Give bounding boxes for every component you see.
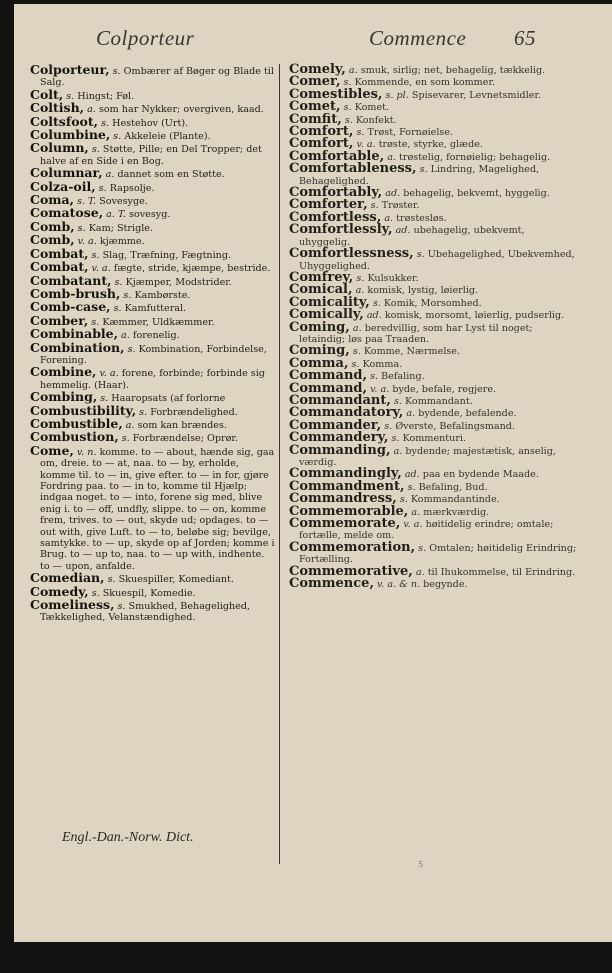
entry-headword: Colza-oil, — [30, 178, 96, 194]
entry-definition: Øverste, Befalingsmand. — [395, 420, 515, 432]
entry-part-of-speech: v. a. — [356, 139, 376, 151]
entry-part-of-speech: s. pl. — [385, 89, 409, 101]
entry-definition: Trøst, Fornøielse. — [367, 127, 454, 139]
entry-definition: byde, befale, regjere. — [392, 383, 497, 395]
entry-part-of-speech: s. — [416, 249, 425, 261]
entry-part-of-speech: s. — [356, 127, 365, 139]
entry-headword: Comer, — [289, 74, 341, 90]
entry-headword: Comical, — [289, 282, 353, 298]
entry-headword: Commandery, — [289, 430, 389, 446]
entry-headword: Combatant, — [30, 272, 112, 288]
entry-definition: Kambørste. — [134, 289, 191, 301]
entry-part-of-speech: a. — [352, 322, 362, 334]
entry-headword: Commemorate, — [289, 516, 401, 532]
entry-headword: Comeliness, — [30, 597, 115, 613]
entry-part-of-speech: s. — [343, 102, 352, 114]
entry-part-of-speech: s. — [370, 200, 379, 212]
dictionary-entry — [30, 339, 276, 367]
dictionary-entry — [289, 442, 577, 469]
entry-definition: Ombærer af Bøger og Blade til Salg. — [40, 66, 274, 89]
entry-headword: Comb, — [30, 232, 75, 248]
entry-part-of-speech: s. — [123, 289, 132, 301]
signature-mark: 5 — [418, 860, 424, 869]
entry-part-of-speech: s. — [351, 358, 360, 370]
entry-headword: Come, — [30, 442, 74, 458]
entry-definition: Kulsukker. — [367, 272, 419, 284]
entry-definition: begynde. — [423, 579, 468, 591]
dictionary-page — [14, 4, 612, 942]
entry-definition: bydende, befalende. — [418, 408, 517, 420]
entry-part-of-speech: s. — [100, 393, 109, 405]
entry-headword: Commandingly, — [289, 466, 402, 482]
entry-headword: Colporteur, — [30, 62, 110, 77]
entry-headword: Comfit, — [289, 111, 342, 127]
entry-headword: Commemoration, — [289, 539, 416, 555]
entry-part-of-speech: s. — [343, 77, 352, 89]
entry-part-of-speech: s. — [113, 131, 122, 143]
entry-headword: Comfortless, — [289, 209, 382, 225]
entry-headword: Comely, — [289, 62, 346, 77]
entry-definition: sovesyg. — [129, 209, 171, 221]
entry-part-of-speech: a. — [355, 285, 365, 297]
dictionary-entry — [30, 442, 276, 572]
entry-definition: Spisevarer, Levnetsmidler. — [411, 89, 542, 101]
entry-part-of-speech: ad. — [385, 188, 401, 200]
entry-definition: Kommandantinde. — [410, 494, 500, 506]
entry-part-of-speech: a. — [384, 212, 394, 224]
entry-part-of-speech: s. — [91, 587, 100, 599]
entry-headword: Columbine, — [30, 127, 111, 143]
entry-definition: Kommenturi. — [402, 433, 467, 445]
entry-part-of-speech: s. — [98, 182, 107, 194]
entry-definition: til Ihukommelse, til Erindring. — [427, 566, 576, 578]
entry-part-of-speech: a. T. — [106, 209, 126, 221]
entry-headword: Combustibility, — [30, 402, 137, 418]
dictionary-entry — [289, 163, 577, 187]
page-number: 65 — [514, 26, 536, 50]
entry-definition: Lindring, Magelighed, Behagelighed. — [299, 164, 540, 187]
entry-definition: Komet. — [354, 102, 390, 114]
entry-part-of-speech: ad. — [404, 469, 420, 481]
left-running-head: Colporteur — [96, 26, 195, 50]
dictionary-entry — [289, 518, 577, 542]
left-column — [30, 64, 276, 624]
entry-headword: Comma, — [289, 355, 349, 371]
entry-headword: Column, — [30, 140, 89, 156]
entry-definition: Ubehagelighed, Ubekvemhed, Uhyggelighed. — [299, 249, 575, 272]
entry-part-of-speech: s. — [384, 420, 393, 432]
entry-definition: Kam; Strigle. — [88, 222, 154, 234]
entry-definition: Omtalen; høitidelig Erindring; Fortælling. — [299, 542, 577, 566]
entry-headword: Comfortable, — [289, 148, 385, 164]
entry-definition: ubehagelig, ubekvemt, uhyggelig. — [299, 225, 525, 248]
entry-part-of-speech: s. — [370, 371, 379, 383]
entry-definition: Komma. — [362, 358, 403, 370]
entry-definition: Befaling, Bud. — [418, 481, 488, 493]
entry-headword: Commandatory, — [289, 405, 404, 421]
entry-headword: Combat, — [30, 245, 89, 261]
entry-headword: Comfortlessness, — [289, 246, 414, 262]
entry-headword: Combat, — [30, 259, 89, 275]
entry-definition: kjæmme. — [99, 236, 145, 248]
dictionary-entry — [30, 599, 276, 624]
entry-part-of-speech: s. — [112, 66, 121, 77]
entry-part-of-speech: v. a. — [370, 383, 390, 395]
entry-part-of-speech: s. — [113, 303, 122, 315]
entry-headword: Combine, — [30, 364, 97, 380]
entry-definition: fægte, stride, kjæmpe, bestride. — [113, 263, 271, 275]
entry-headword: Coma, — [30, 192, 74, 208]
entry-headword: Combustion, — [30, 429, 119, 445]
entry-headword: Comforter, — [289, 197, 368, 213]
entry-headword: Commemorative, — [289, 563, 413, 579]
entry-part-of-speech: a. — [105, 169, 115, 181]
dictionary-entry — [289, 224, 577, 248]
entry-headword: Commandment, — [289, 478, 405, 494]
column-rule — [279, 64, 280, 864]
entry-part-of-speech: s. T. — [77, 196, 97, 208]
entry-definition: trøstelig, fornøielig; behagelig. — [399, 151, 551, 163]
entry-headword: Comber, — [30, 312, 89, 328]
entry-part-of-speech: ad. — [395, 225, 411, 237]
entry-definition: trøstesløs. — [396, 212, 447, 224]
entry-headword: Comet, — [289, 99, 341, 115]
entry-headword: Combustible, — [30, 415, 123, 431]
entry-headword: Comfrey, — [289, 269, 354, 285]
entry-definition: Skuespil, Komedie. — [102, 587, 196, 599]
entry-headword: Comb-case, — [30, 299, 111, 315]
dictionary-entry — [289, 578, 577, 590]
dictionary-entry — [30, 64, 276, 89]
entry-headword: Coming, — [289, 343, 350, 359]
entry-part-of-speech: s. — [117, 601, 126, 613]
entry-part-of-speech: v. n. — [76, 446, 97, 458]
entry-part-of-speech: s. — [114, 276, 123, 288]
entry-headword: Comically, — [289, 307, 364, 323]
entry-part-of-speech: v. a. — [99, 368, 119, 380]
entry-headword: Commemorable, — [289, 503, 409, 519]
entry-part-of-speech: s. — [101, 117, 110, 129]
entry-definition: Kjæmper, Modstrider. — [125, 276, 232, 288]
entry-headword: Comfortlessly, — [289, 222, 393, 238]
dictionary-entry — [289, 319, 577, 346]
entry-part-of-speech: a. — [415, 566, 425, 578]
entry-definition: forenelig. — [132, 330, 180, 342]
entry-definition: Kommende, en som kommer. — [354, 77, 496, 89]
entry-headword: Comfortably, — [289, 185, 383, 201]
entry-definition: Støtte, Pille; en Del Tropper; det halve af en Side i en Bog. — [40, 144, 262, 167]
entry-definition: Skuespiller, Komediant. — [118, 574, 234, 586]
entry-part-of-speech: a. — [393, 445, 403, 457]
entry-part-of-speech: s. — [399, 494, 408, 506]
entry-headword: Combing, — [30, 389, 98, 405]
entry-headword: Comfort, — [289, 136, 354, 152]
right-running-head: Commence — [369, 26, 467, 50]
entry-headword: Comfortableness, — [289, 161, 417, 177]
entry-definition: Haaropsats (af forlorne — [111, 393, 226, 405]
page-footer: Engl.-Dan.-Norw. Dict. — [62, 830, 194, 845]
entry-headword: Commanding, — [289, 442, 391, 458]
dictionary-entry — [289, 539, 577, 566]
entry-definition: Slag, Træfning, Fægtning. — [102, 249, 232, 261]
entry-part-of-speech: a. — [387, 151, 396, 163]
entry-part-of-speech: v. a. — [91, 263, 111, 275]
entry-part-of-speech: s. — [121, 433, 130, 445]
entry-headword: Commandant, — [289, 392, 391, 408]
entry-headword: Combination, — [30, 339, 125, 355]
entry-part-of-speech: a. — [411, 506, 421, 518]
entry-part-of-speech: a. — [406, 408, 416, 420]
entry-headword: Coming, — [289, 319, 350, 335]
entry-part-of-speech: s. — [139, 406, 148, 418]
entry-part-of-speech: s. — [91, 144, 100, 156]
entry-part-of-speech: s. — [372, 297, 381, 309]
right-column — [289, 64, 577, 590]
entry-part-of-speech: s. — [107, 574, 116, 586]
entry-part-of-speech: s. — [127, 343, 136, 355]
entry-headword: Comedian, — [30, 570, 105, 586]
entry-definition: Kommandant. — [405, 395, 473, 407]
entry-part-of-speech: a. — [121, 330, 130, 342]
entry-part-of-speech: s. — [77, 222, 86, 234]
entry-headword: Colt, — [30, 86, 64, 102]
entry-definition: Kombination, Forbindelse, Forening. — [40, 343, 267, 366]
entry-part-of-speech: s. — [91, 249, 100, 261]
entry-part-of-speech: s. — [391, 433, 400, 445]
entry-definition: som kan brændes. — [137, 419, 227, 431]
entry-part-of-speech: v. a. — [77, 236, 97, 248]
entry-headword: Comfort, — [289, 124, 354, 140]
entry-part-of-speech: s. — [352, 346, 361, 358]
entry-definition: Komik, Morsomhed. — [383, 297, 482, 309]
entry-definition: beredvillig, som har Lyst til noget; letaindig; løs paa Traaden. — [299, 322, 533, 345]
entry-definition: paa en bydende Maade. — [422, 469, 539, 481]
entry-definition: komisk, lystig, løierlig. — [367, 285, 479, 297]
entry-headword: Comatose, — [30, 205, 104, 221]
entry-headword: Comicality, — [289, 294, 370, 310]
entry-headword: Commander, — [289, 417, 382, 433]
entry-headword: Comedy, — [30, 583, 89, 599]
entry-headword: Command, — [289, 380, 368, 396]
entry-part-of-speech: s. — [407, 481, 416, 493]
entry-headword: Command, — [289, 368, 368, 384]
entry-part-of-speech: s. — [393, 395, 402, 407]
entry-definition: Kamfutteral. — [124, 303, 187, 315]
entry-headword: Comb-brush, — [30, 285, 121, 301]
entry-part-of-speech: v. a. — [403, 519, 423, 531]
entry-part-of-speech: s. — [418, 542, 427, 554]
entry-definition: Konfekt. — [355, 114, 397, 126]
entry-definition: som har Nykker; overgiven, kaad. — [98, 104, 264, 116]
entry-part-of-speech: s. — [356, 272, 365, 284]
entry-definition: smuk, sirlig; net, behagelig, tækkelig. — [360, 65, 546, 76]
entry-definition: Akkeleie (Plante). — [124, 131, 211, 143]
entry-headword: Coltish, — [30, 100, 85, 116]
entry-part-of-speech: s. — [344, 114, 353, 126]
entry-definition: Trøster. — [381, 200, 420, 212]
entry-definition: Forbrændelse; Oprør. — [132, 433, 238, 445]
dictionary-entry — [289, 248, 577, 272]
entry-part-of-speech: a. — [125, 419, 135, 431]
entry-part-of-speech: ad. — [366, 310, 382, 322]
entry-part-of-speech: s. — [91, 316, 100, 328]
entry-definition: Sovesyge. — [99, 196, 148, 208]
dictionary-entry — [30, 366, 276, 391]
entry-headword: Combinable, — [30, 326, 118, 342]
entry-definition: Befaling. — [381, 371, 425, 383]
entry-headword: Commence, — [289, 576, 374, 592]
entry-definition: trøste, styrke, glæde. — [378, 139, 483, 151]
entry-definition: Hestehov (Urt). — [112, 117, 189, 129]
entry-headword: Columnar, — [30, 165, 103, 181]
entry-headword: Coltsfoot, — [30, 113, 99, 129]
entry-definition: høitidelig erindre; omtale; fortælle, melde om. — [299, 519, 554, 542]
entry-part-of-speech: s. — [66, 90, 75, 102]
entry-definition: Hingst; Føl. — [77, 90, 135, 102]
entry-definition: Forbrændelighed. — [150, 406, 238, 418]
entry-part-of-speech: v. a. & n. — [377, 579, 421, 591]
entry-headword: Comb, — [30, 218, 75, 234]
entry-headword: Comestibles, — [289, 86, 383, 102]
entry-definition: dannet som en Støtte. — [117, 169, 225, 181]
entry-part-of-speech: a. — [348, 65, 358, 76]
entry-headword: Commandress, — [289, 491, 397, 507]
entry-definition: behagelig, bekvemt, hyggelig. — [403, 188, 550, 200]
entry-definition: Rapsolje. — [109, 182, 155, 194]
entry-definition: Smukhed, Behagelighed, Tækkelighed, Velanstændighed. — [40, 601, 251, 624]
entry-definition: komisk, morsomt, løierlig, pudserlig. — [384, 310, 565, 322]
dictionary-entry — [30, 142, 276, 167]
entry-part-of-speech: a. — [87, 104, 96, 116]
entry-definition: forene, forbinde; forbinde sig hemmelig. (Haar). — [40, 368, 265, 391]
entry-definition: mærkværdig. — [423, 506, 490, 518]
entry-part-of-speech: s. — [419, 164, 428, 176]
entry-definition: komme. to — about, hænde sig, gaa om, dreie. to — at, naa. to — by, erholde, komme til. to — in, give efter. to — in for, gjøre Fordring paa. to — in to, komme til Hjælp; indgaa noget. to — into, forene sig med, blive enig i. to — off, undfly, slippe. to — on, komme frem, trives. to — out, skyde ud; opdages. to — out with, give Luft. to — to, beløbe sig; bevilge, samtykke. to — up, skyde op af Jorden; komme i Brug. to — up to, naa. to — up with, indhente. to — upon, anfalde. — [40, 446, 275, 572]
entry-definition: Kæmmer, Uldkæmmer. — [102, 316, 215, 328]
entry-definition: Komme, Nærmelse. — [363, 346, 461, 358]
entry-definition: bydende; majestætisk, anselig, værdig. — [299, 445, 556, 468]
